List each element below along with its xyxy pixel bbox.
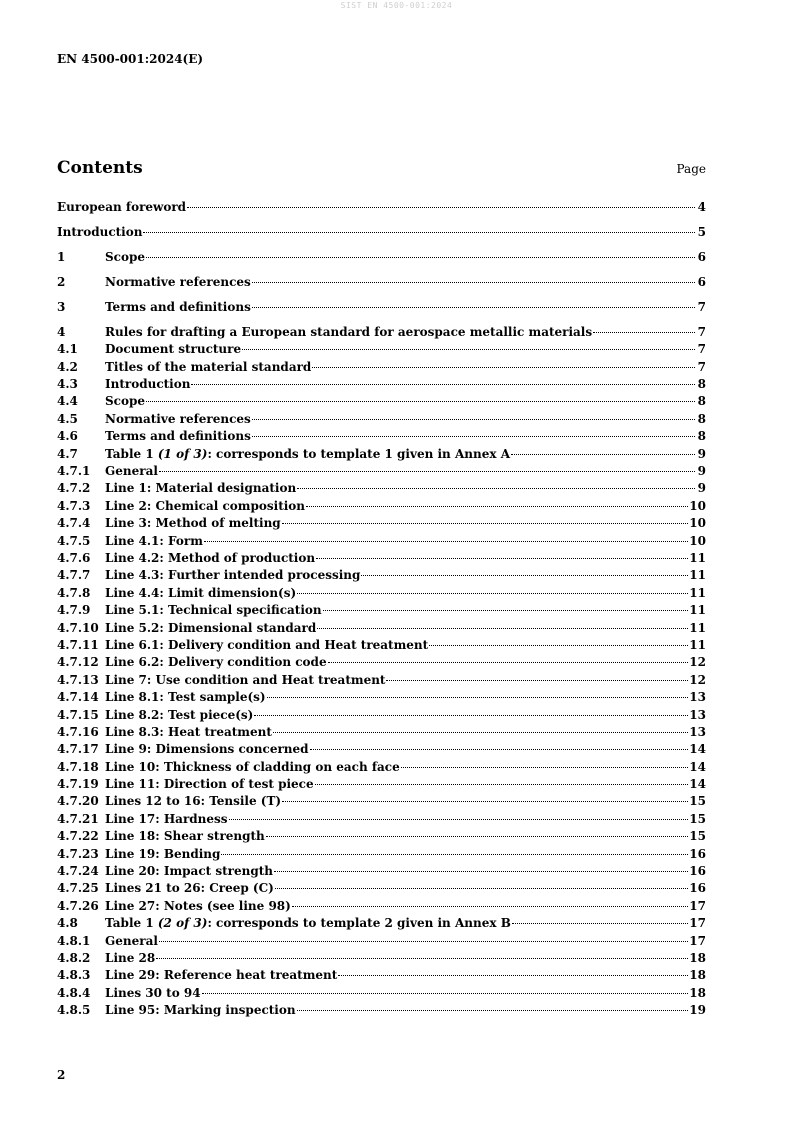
toc-entry-number: 4.7.14: [57, 690, 99, 705]
toc-entry-title: [105, 638, 428, 652]
toc-dot-leader: [242, 349, 695, 350]
toc-entry-number: 1: [57, 249, 66, 264]
toc-dot-leader: [254, 715, 688, 716]
toc-entry-page: 15: [689, 794, 706, 809]
toc-entry-title-text: Normative references: [105, 274, 251, 289]
toc-entry[interactable]: [57, 725, 706, 742]
toc-dot-leader: [401, 767, 689, 768]
toc-entry-title-text: Lines 30 to 94: [105, 985, 201, 1000]
toc-entry-number: 4.4: [57, 394, 78, 409]
toc-entry-number: 4.8.5: [57, 1003, 91, 1018]
toc-entry-number: 2: [57, 274, 66, 289]
toc-entry-page: 16: [689, 846, 706, 861]
toc-entry-page: 12: [689, 655, 706, 670]
table-of-contents: [57, 200, 706, 1021]
toc-entry-page: 15: [689, 829, 706, 844]
toc-entry-page: 7: [697, 299, 706, 314]
toc-entry-title: [105, 342, 241, 356]
toc-entry-title-text: Line 5.1: Technical specification: [105, 603, 322, 618]
toc-entry-title: [105, 603, 322, 617]
toc-entry-title: [57, 200, 186, 214]
toc-entry-number: 4.7.4: [57, 516, 91, 531]
toc-entry-title: [105, 708, 253, 722]
toc-entry-page: 15: [689, 811, 706, 826]
toc-dot-leader: [143, 232, 695, 233]
toc-entry-title-text: Line 20: Impact strength: [105, 864, 273, 879]
toc-entry-number: 4.7.17: [57, 742, 99, 757]
toc-dot-leader: [252, 436, 695, 437]
toc-entry-number: 4.7: [57, 446, 78, 461]
toc-dot-leader: [275, 888, 688, 889]
toc-entry-number: 4.7.16: [57, 724, 99, 739]
toc-entry-title-text: Line 11: Direction of test piece: [105, 777, 314, 792]
toc-entry-title-text: Line 8.2: Test piece(s): [105, 707, 254, 722]
toc-entry-page: 18: [689, 968, 706, 983]
toc-dot-leader: [187, 207, 695, 208]
toc-entry-title-text: Line 7: Use condition and Heat treatment: [105, 672, 386, 687]
toc-entry-page: 18: [689, 950, 706, 965]
toc-entry-number: 4.5: [57, 411, 78, 426]
toc-entry-title: [105, 812, 228, 826]
toc-entry-title: [105, 951, 155, 965]
toc-dot-leader: [386, 680, 688, 681]
toc-dot-leader: [229, 819, 689, 820]
toc-entry-number: 4.8.4: [57, 985, 91, 1000]
toc-entry-page: 10: [689, 516, 706, 531]
toc-entry-number: 3: [57, 299, 66, 314]
toc-entry-number: 4.7.2: [57, 481, 91, 496]
toc-dot-leader: [252, 307, 695, 308]
toc-entry-title: [105, 934, 158, 948]
toc-dot-leader: [297, 593, 688, 594]
toc-dot-leader: [317, 628, 688, 629]
toc-entry-page: 4: [697, 200, 706, 214]
toc-entry-page: 11: [689, 551, 706, 565]
toc-dot-leader: [323, 610, 689, 611]
toc-entry-number: 4.7.3: [57, 498, 91, 513]
toc-entry-number: 4.7.9: [57, 603, 91, 618]
toc-entry-title-text: European foreword: [57, 200, 187, 214]
toc-entry-page: 13: [689, 690, 706, 705]
toc-entry-title-text: Line 27: Notes (see line 98): [105, 898, 291, 913]
toc-entry-page: 13: [689, 707, 706, 722]
toc-entry-number: 4.7.1: [57, 464, 91, 479]
toc-entry[interactable]: [57, 847, 706, 864]
toc-entry-title: [105, 568, 360, 582]
toc-entry-title-text: Line 6.1: Delivery condition and Heat treatment: [105, 637, 429, 652]
toc-dot-leader: [159, 941, 688, 942]
toc-dot-leader: [252, 419, 695, 420]
page-column-label: Page: [676, 162, 706, 176]
toc-entry-title: [105, 499, 305, 513]
toc-entry-number: 4.7.10: [57, 620, 99, 635]
toc-entry-title-text: Terms and definitions: [105, 299, 251, 314]
toc-entry[interactable]: [57, 760, 706, 777]
toc-entry-title: [105, 655, 327, 669]
toc-entry-title: [105, 829, 265, 843]
toc-entry-number: 4.7.26: [57, 898, 99, 913]
toc-entry-number: 4.8.1: [57, 933, 91, 948]
toc-entry-number: 4.7.7: [57, 568, 91, 583]
toc-entry-title: [105, 899, 291, 913]
toc-entry-number: 4.3: [57, 377, 78, 392]
toc-entry-page: 12: [689, 672, 706, 687]
toc-entry-title: [105, 794, 281, 808]
toc-entry-page: 6: [697, 274, 706, 289]
toc-entry-title: [105, 412, 251, 426]
toc-entry-page: 8: [697, 411, 706, 426]
toc-entry[interactable]: [57, 464, 706, 481]
toc-dot-leader: [316, 558, 688, 559]
toc-entry-number: 4.2: [57, 359, 78, 374]
toc-entry-number: 4.7.24: [57, 864, 99, 879]
toc-entry-title-text: Line 5.2: Dimensional standard: [105, 620, 317, 635]
toc-dot-leader: [315, 784, 689, 785]
toc-dot-leader: [297, 488, 695, 489]
toc-entry-number: 4.7.12: [57, 655, 99, 670]
toc-entry[interactable]: [57, 342, 706, 359]
toc-dot-leader: [312, 367, 695, 368]
toc-entry-page: 16: [689, 881, 706, 896]
toc-entry[interactable]: [57, 864, 706, 881]
toc-entry-title-text: Rules for drafting a European standard for aerospace metallic materials: [105, 324, 593, 339]
toc-entry-title: [105, 760, 400, 774]
toc-entry-title-text: Line 9: Dimensions concerned: [105, 742, 309, 757]
toc-entry-title-text: Line 4.2: Method of production: [105, 551, 316, 565]
toc-entry-title: [105, 847, 220, 861]
document-id: EN 4500-001:2024(E): [57, 52, 204, 66]
toc-entry-number: 4.7.22: [57, 829, 99, 844]
toc-entry-title-text: Line 18: Shear strength: [105, 829, 265, 844]
toc-entry-page: 8: [697, 377, 706, 392]
toc-entry-title-text: Line 28: [105, 950, 156, 965]
toc-entry-title-text: Line 1: Material designation: [105, 481, 297, 496]
toc-entry-title-text: Line 95: Marking inspection: [105, 1003, 296, 1018]
toc-entry[interactable]: [57, 742, 706, 759]
toc-entry-title: [105, 377, 190, 391]
toc-entry-number: 4.7.5: [57, 533, 91, 548]
contents-heading: Contents: [57, 158, 143, 178]
toc-entry-page: 13: [689, 724, 706, 739]
toc-entry[interactable]: [57, 986, 706, 1003]
toc-entry-title: [105, 534, 203, 548]
toc-entry-page: 16: [689, 864, 706, 879]
toc-entry-page: 5: [697, 224, 706, 239]
toc-entry-title-text: Line 4.4: Limit dimension(s): [105, 585, 297, 600]
toc-dot-leader: [361, 575, 688, 576]
watermark: SIST EN 4500-001:2024: [340, 1, 453, 10]
toc-dot-leader: [266, 836, 689, 837]
toc-entry[interactable]: [57, 968, 706, 985]
toc-entry[interactable]: [57, 690, 706, 707]
toc-entry-page: 7: [697, 359, 706, 374]
toc-entry-title: [105, 621, 316, 635]
toc-entry-title-text: General: [105, 464, 158, 479]
toc-entry-title: [105, 481, 296, 495]
toc-entry-title-text: Normative references: [105, 411, 251, 426]
toc-entry-title: [105, 673, 385, 687]
toc-entry-page: 11: [689, 568, 706, 583]
toc-entry-title-text: Line 8.1: Test sample(s): [105, 690, 266, 705]
toc-entry[interactable]: [57, 447, 706, 464]
toc-entry-page: 14: [689, 777, 706, 792]
toc-entry-title: [57, 225, 142, 239]
toc-entry-number: 4.7.21: [57, 811, 99, 826]
toc-dot-leader: [429, 645, 688, 646]
toc-entry[interactable]: [57, 325, 706, 342]
toc-entry[interactable]: [57, 377, 706, 394]
toc-dot-leader: [306, 506, 688, 507]
toc-dot-leader: [297, 1010, 689, 1011]
toc-entry-number: 4.7.11: [57, 637, 99, 652]
toc-entry-page: 11: [689, 620, 706, 635]
toc-entry-number: 4.7.25: [57, 881, 99, 896]
toc-entry[interactable]: [57, 951, 706, 968]
toc-entry[interactable]: [57, 638, 706, 655]
toc-entry[interactable]: [57, 829, 706, 846]
toc-entry-title-text: Document structure: [105, 342, 242, 357]
toc-entry[interactable]: [57, 412, 706, 429]
toc-entry[interactable]: [57, 394, 706, 411]
toc-dot-leader: [282, 801, 688, 802]
toc-entry-number: 4.7.18: [57, 759, 99, 774]
toc-entry-title-rest: : corresponds to template 2 given in Annex B: [207, 916, 511, 931]
toc-entry[interactable]: [57, 794, 706, 811]
toc-entry-number: 4.6: [57, 429, 78, 444]
toc-entry-page: 7: [697, 324, 706, 339]
toc-entry-title-italic: (2 of 3): [157, 916, 208, 931]
toc-entry-title-text: Line 8.3: Heat treatment: [105, 724, 272, 739]
toc-entry-title-text: Line 6.2: Delivery condition code: [105, 655, 327, 670]
toc-dot-leader: [511, 454, 695, 455]
toc-entry-title-text: Table 1: [105, 916, 158, 931]
toc-entry[interactable]: [57, 777, 706, 794]
toc-entry-title-text: Line 4.3: Further intended processing: [105, 568, 361, 583]
toc-dot-leader: [146, 257, 695, 258]
toc-dot-leader: [146, 401, 695, 402]
toc-entry-title-text: Titles of the material standard: [105, 359, 312, 374]
toc-entry-page: 11: [689, 603, 706, 618]
toc-dot-leader: [204, 541, 688, 542]
toc-entry-page: 9: [697, 481, 706, 496]
toc-entry-title: [105, 968, 337, 982]
toc-entry-title: [105, 516, 281, 530]
toc-entry[interactable]: [57, 200, 706, 217]
toc-entry-title: [105, 325, 592, 339]
toc-dot-leader: [159, 471, 695, 472]
toc-entry-title-text: Scope: [105, 394, 146, 409]
toc-entry-title-text: Line 29: Reference heat treatment: [105, 968, 338, 983]
toc-dot-leader: [310, 749, 689, 750]
toc-entry-number: 4: [57, 324, 66, 339]
toc-entry-page: 14: [689, 742, 706, 757]
toc-dot-leader: [282, 523, 689, 524]
toc-entry-title: [105, 881, 274, 895]
toc-dot-leader: [202, 993, 689, 994]
toc-entry-page: 11: [689, 585, 706, 600]
toc-entry-number: 4.7.19: [57, 777, 99, 792]
toc-entry-title: [105, 864, 273, 878]
toc-entry-title-text: Line 4.1: Form: [105, 533, 203, 548]
toc-entry[interactable]: [57, 225, 706, 242]
toc-entry[interactable]: [57, 499, 706, 516]
toc-entry-title-text: Line 17: Hardness: [105, 811, 228, 826]
toc-entry-title-text: Line 3: Method of melting: [105, 516, 281, 531]
toc-entry-title: [105, 394, 145, 408]
toc-entry-page: 17: [689, 898, 706, 913]
toc-entry-title: [105, 777, 314, 791]
toc-entry[interactable]: [57, 934, 706, 951]
toc-entry[interactable]: [57, 568, 706, 585]
toc-entry-title: [105, 447, 510, 461]
toc-dot-leader: [252, 282, 695, 283]
toc-entry-title: [105, 916, 511, 930]
toc-entry-page: 8: [697, 429, 706, 444]
toc-dot-leader: [274, 871, 688, 872]
toc-dot-leader: [221, 854, 688, 855]
toc-entry[interactable]: [57, 812, 706, 829]
toc-entry-title: [105, 360, 311, 374]
toc-entry-title-text: Introduction: [105, 377, 191, 392]
toc-entry-title-text: Scope: [105, 249, 146, 264]
toc-entry-page: 10: [689, 498, 706, 513]
toc-entry-number: 4.7.23: [57, 846, 99, 861]
toc-entry[interactable]: [57, 250, 706, 267]
toc-entry[interactable]: [57, 655, 706, 672]
toc-entry[interactable]: [57, 534, 706, 551]
toc-entry[interactable]: [57, 360, 706, 377]
toc-entry[interactable]: [57, 516, 706, 533]
toc-entry-title-text: Line 19: Bending: [105, 846, 221, 861]
toc-entry-title: [105, 690, 266, 704]
toc-dot-leader: [292, 906, 688, 907]
toc-entry-number: 4.7.15: [57, 707, 99, 722]
toc-entry-number: 4.7.20: [57, 794, 99, 809]
toc-entry-page: 18: [689, 985, 706, 1000]
toc-entry-page: 11: [689, 637, 706, 652]
toc-entry[interactable]: [57, 621, 706, 638]
toc-entry-page: 17: [689, 933, 706, 948]
toc-dot-leader: [267, 697, 689, 698]
toc-entry[interactable]: [57, 881, 706, 898]
toc-entry[interactable]: [57, 899, 706, 916]
toc-entry-title-text: Line 10: Thickness of cladding on each face: [105, 759, 400, 774]
toc-entry-title: [105, 429, 251, 443]
toc-entry-page: 9: [697, 446, 706, 461]
toc-dot-leader: [156, 958, 688, 959]
toc-entry-title-text: Terms and definitions: [105, 429, 251, 444]
toc-dot-leader: [338, 975, 688, 976]
toc-entry[interactable]: [57, 429, 706, 446]
toc-dot-leader: [273, 732, 688, 733]
toc-entry-title: [105, 725, 272, 739]
toc-entry[interactable]: [57, 708, 706, 725]
toc-entry-title: [105, 551, 315, 565]
toc-entry-title: [105, 250, 145, 264]
toc-entry-title: [105, 1003, 296, 1017]
toc-entry-title: [105, 464, 158, 478]
toc-entry-title: [105, 986, 201, 1000]
toc-entry[interactable]: [57, 1003, 706, 1020]
toc-entry-number: 4.8.2: [57, 950, 91, 965]
toc-entry[interactable]: [57, 300, 706, 317]
toc-entry-title-text: Lines 12 to 16: Tensile (T): [105, 794, 282, 809]
toc-entry-title: [105, 275, 251, 289]
toc-entry-number: 4.7.8: [57, 585, 91, 600]
toc-entry[interactable]: [57, 275, 706, 292]
toc-entry-number: 4.8: [57, 916, 78, 931]
toc-entry-title: [105, 300, 251, 314]
toc-entry-page: 17: [689, 916, 706, 931]
toc-entry-number: 4.7.13: [57, 672, 99, 687]
toc-entry-title-text: Table 1: [105, 446, 158, 461]
toc-entry-page: 10: [689, 533, 706, 548]
toc-entry-page: 8: [697, 394, 706, 409]
toc-entry[interactable]: [57, 916, 706, 933]
toc-entry-page: 6: [697, 249, 706, 264]
toc-entry-number: 4.8.3: [57, 968, 91, 983]
toc-entry-title: [105, 586, 296, 600]
toc-entry[interactable]: [57, 673, 706, 690]
toc-entry-page: 7: [697, 342, 706, 357]
toc-entry-title-text: General: [105, 933, 158, 948]
toc-entry[interactable]: [57, 551, 706, 568]
toc-dot-leader: [191, 384, 695, 385]
toc-entry-page: 9: [697, 464, 706, 479]
toc-entry-number: 4.1: [57, 342, 78, 357]
toc-entry-title-text: Line 2: Chemical composition: [105, 498, 306, 513]
toc-entry-title-text: Introduction: [57, 224, 143, 239]
toc-entry-title-text: Lines 21 to 26: Creep (C): [105, 881, 274, 896]
toc-entry-title-rest: : corresponds to template 1 given in Annex A: [207, 446, 510, 461]
toc-entry[interactable]: [57, 481, 706, 498]
toc-entry[interactable]: [57, 603, 706, 620]
toc-entry[interactable]: [57, 586, 706, 603]
toc-entry-title-italic: (1 of 3): [157, 446, 208, 461]
footer-page-number: 2: [57, 1068, 66, 1082]
toc-dot-leader: [593, 332, 695, 333]
toc-entry-number: 4.7.6: [57, 551, 91, 565]
toc-entry-page: 19: [689, 1003, 706, 1018]
toc-dot-leader: [328, 662, 689, 663]
toc-entry-title: [105, 742, 309, 756]
toc-entry-page: 14: [689, 759, 706, 774]
toc-dot-leader: [512, 923, 688, 924]
